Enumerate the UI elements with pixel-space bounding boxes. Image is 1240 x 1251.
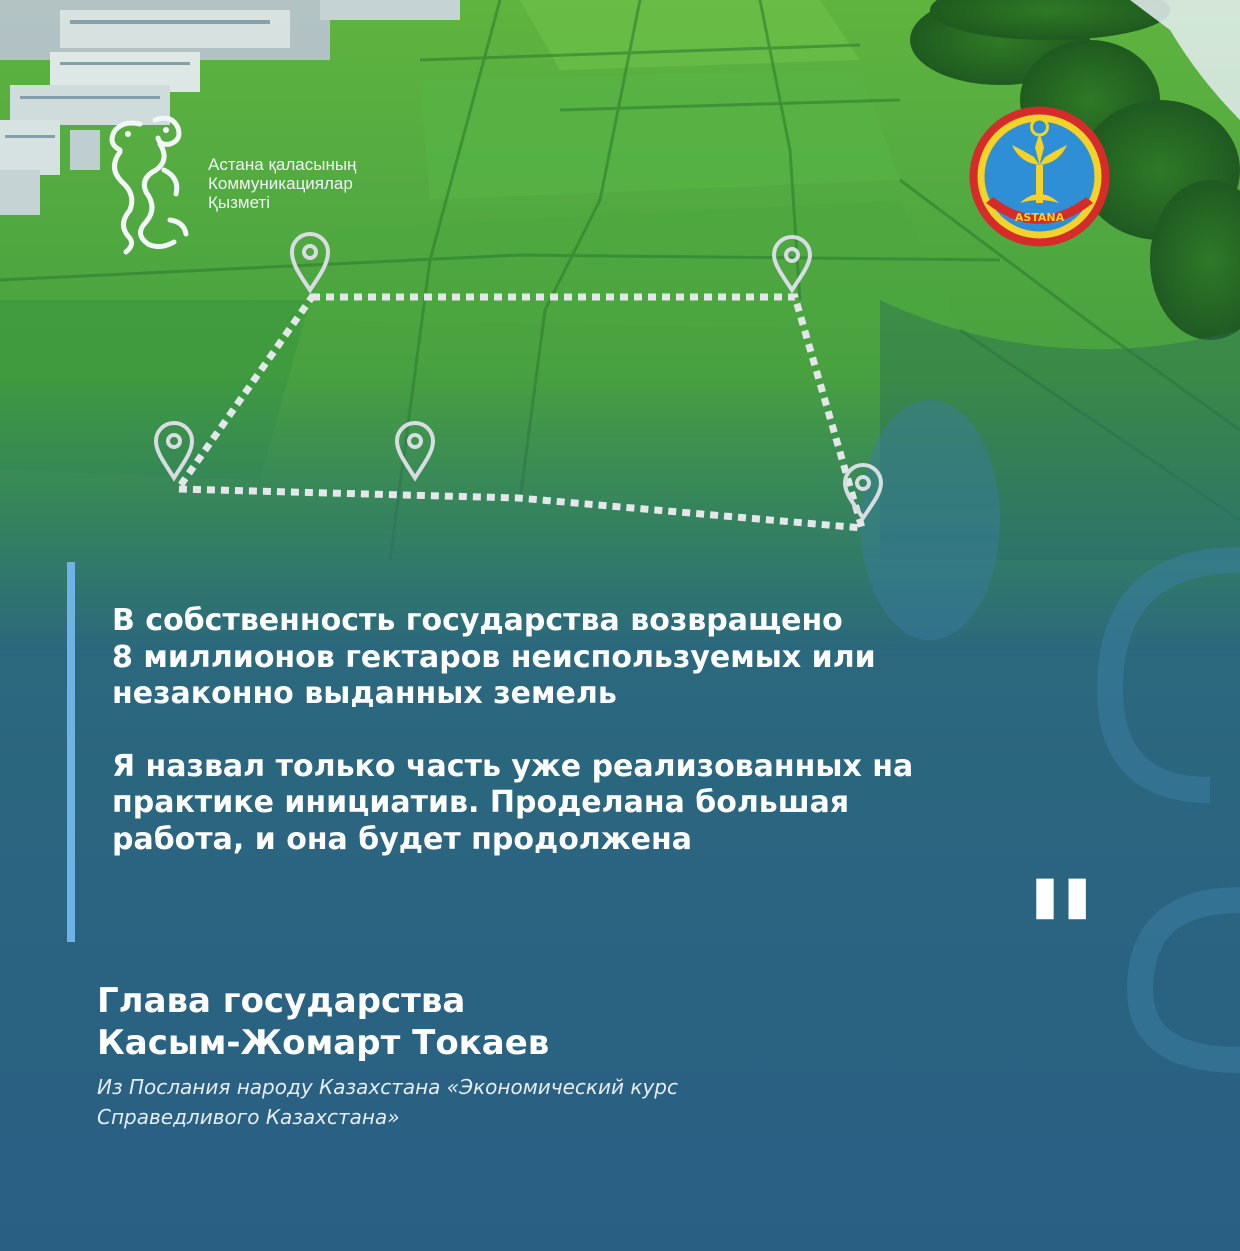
closing-quote-mark: " [1022,850,1093,1024]
quote-accent-bar [67,562,75,942]
author-title: Глава государства [97,981,466,1021]
source-line-1: Из Послания народу Казахстана «Экономический курс [97,1075,678,1099]
quote-source [97,1072,678,1132]
communications-service-logo [100,110,400,260]
quote-line: незаконно выданных земель [112,676,617,711]
quote-line: Я назвал только часть уже реализованных на [112,748,914,784]
emblem-text: ASTANA [1014,211,1065,224]
quote-line: практике инициатив. Проделана большая [112,785,850,820]
logo-line-3: Қызметі [208,193,271,212]
quote-text [112,603,1112,858]
logo-text [208,155,356,212]
source-line-2: Справедливого Казахстана» [97,1105,400,1129]
quote-line: работа, и она будет продолжена [112,821,692,857]
logo-line-1: Астана қаласының [208,155,357,174]
logo-line-2: Коммуникациялар [208,174,353,193]
quote-line: В собственность государства возвращено [112,603,843,638]
snow-leopard-logo-icon [100,110,195,255]
astana-emblem-icon [968,105,1111,248]
quote-author [97,980,549,1064]
quote-line: 8 миллионов гектаров неиспользуемых или [112,639,876,675]
author-name: Касым-Жомарт Токаев [97,1023,550,1063]
